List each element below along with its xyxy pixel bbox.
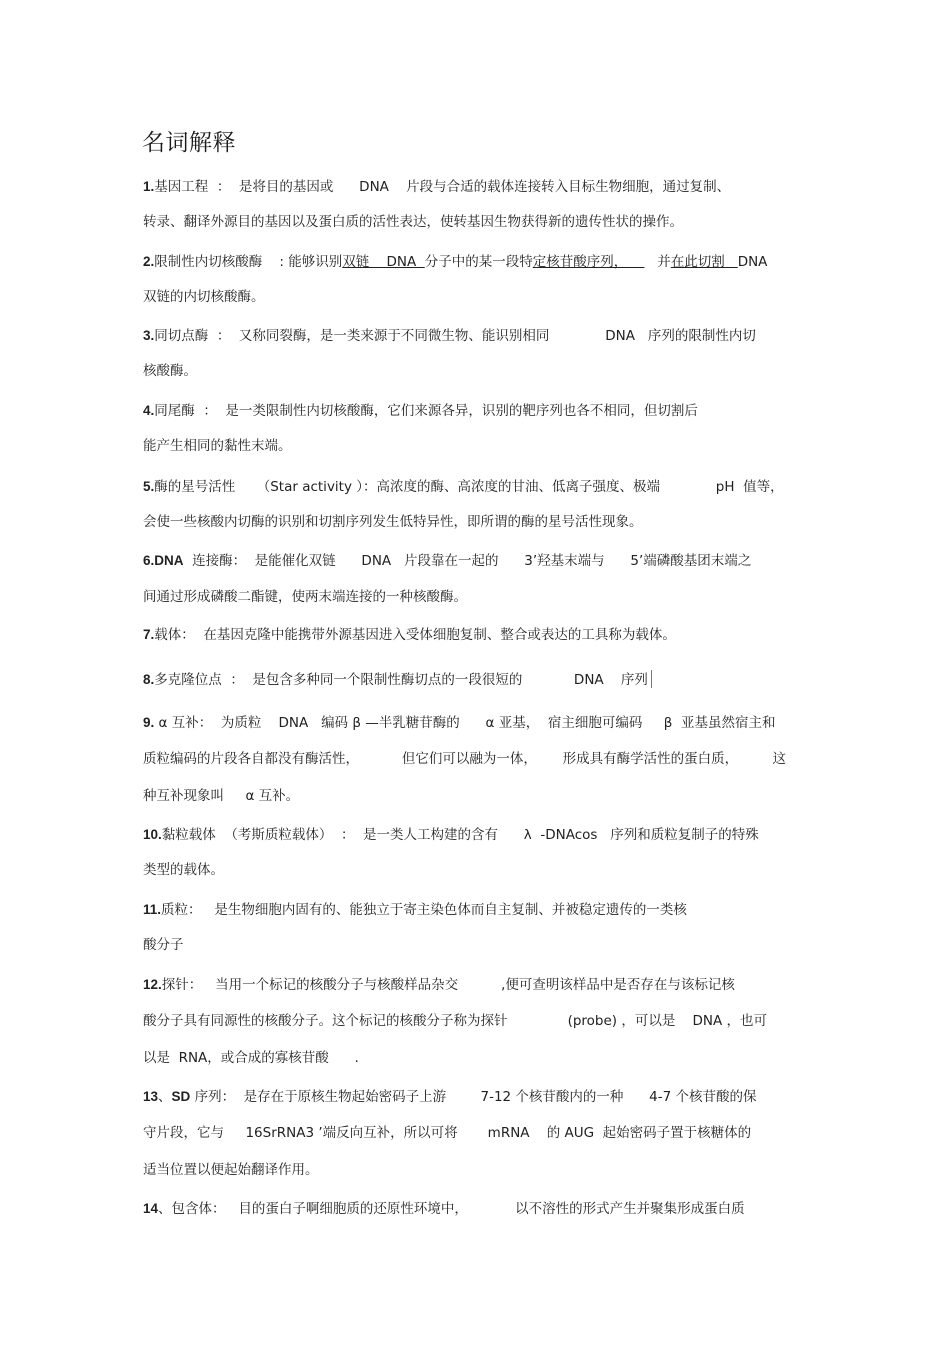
term-13-line-1	[143, 1087, 757, 1107]
term-3-line-2: 核酸酶。	[143, 363, 197, 379]
term-number: 4.	[143, 403, 155, 418]
term-10-line-2: 类型的载体。	[143, 862, 224, 878]
term-number: 3.	[143, 328, 155, 343]
term-text: 基因工程 ： 是将目的基因或 DNA 片段与合适的载体连接转入目标生物细胞，通过复制、	[154, 179, 731, 195]
term-text: 黏粒载体 （考斯质粒载体） ： 是一类人工构建的含有 λ -DNAcos 序列和质粒复制子的特殊	[161, 827, 759, 843]
underlined-text: 在此切割	[670, 254, 738, 270]
term-4-line-1	[143, 401, 698, 421]
term-13-line-3: 适当位置以便起始翻译作用。	[143, 1162, 319, 1178]
term-8-line-1	[143, 670, 652, 690]
term-number: 6.DNA	[143, 553, 184, 568]
term-number: 10.	[143, 827, 162, 842]
term-number: 13	[143, 1089, 159, 1104]
term-text: 酶的星号活性 （Star activity ）：高浓度的酶、高浓度的甘油、低离子强度、极端 pH 值等，	[154, 479, 784, 495]
term-separator: 、	[158, 1089, 172, 1105]
term-12-line-1	[143, 975, 735, 995]
term-2-line-1	[143, 252, 767, 272]
term-text: 同切点酶 ： 又称同裂酶，是一类来源于不同微生物、能识别相同 DNA 序列的限制性内切	[154, 328, 756, 344]
term-text: 同尾酶 ： 是一类限制性内切核酸酶，它们来源各异，识别的靶序列也各不相同，但切割后	[154, 403, 698, 419]
term-7-line-1	[143, 625, 676, 645]
term-text: 、包含体： 目的蛋白子啊细胞质的还原性环境中， 以不溶性的形式产生并聚集形成蛋白质	[158, 1201, 745, 1217]
text-cursor-mark	[651, 670, 652, 688]
term-1-line-2: 转录、翻译外源目的基因以及蛋白质的活性表达，使转基因生物获得新的遗传性状的操作。	[143, 214, 683, 230]
term-11-line-2: 酸分子	[143, 937, 184, 953]
term-number: 11.	[143, 902, 162, 917]
page-title: 名词解释	[142, 130, 236, 156]
term-text: 序列： 是存在于原核生物起始密码子上游 7-12 个核苷酸内的一种 4-7 个核苷酸的保	[190, 1089, 757, 1105]
term-text: 质粒： 是生物细胞内固有的、能独立于寄主染色体而自主复制、并被稳定遗传的一类核	[161, 902, 687, 918]
term-5-line-1	[143, 477, 784, 497]
term-12-line-2: 酸分子具有同源性的核酸分子。这个标记的核酸分子称为探针 (probe) ，可以是 DNA ，也可	[143, 1013, 768, 1029]
term-text: 限制性内切核酸酶 : 能够识别	[154, 254, 343, 270]
term-text: 并	[644, 254, 671, 270]
term-text: 载体： 在基因克隆中能携带外源基因进入受体细胞复制、整合或表达的工具称为载体。	[154, 627, 676, 643]
term-14-line-1	[143, 1199, 745, 1219]
term-abbreviation: SD	[171, 1089, 191, 1104]
term-3-line-1	[143, 326, 756, 346]
term-number: 5.	[143, 479, 155, 494]
term-6-line-2: 间通过形成磷酸二酯键，使两末端连接的一种核酸酶。	[143, 589, 467, 605]
term-6-line-1	[143, 551, 751, 571]
term-9-line-1	[143, 713, 775, 733]
term-10-line-1	[143, 825, 759, 845]
underlined-text: 定核苷酸序列，	[532, 254, 645, 270]
term-number: 8.	[143, 672, 155, 687]
term-number: 1.	[143, 179, 155, 194]
term-text: 探针： 当用一个标记的核酸分子与核酸样品杂交 ,便可查明该样品中是否存在与该标记核	[161, 977, 735, 993]
term-text: 连接酶： 是能催化双链 DNA 片段靠在一起的 3’羟基末端与 5’端磷酸基团末端之	[183, 553, 752, 569]
term-5-line-2: 会使一些核酸内切酶的识别和切割序列发生低特异性，即所谓的酶的星号活性现象。	[143, 514, 643, 530]
underlined-text: 双链 DNA	[342, 254, 425, 270]
term-9-line-2: 质粒编码的片段各自都没有酶活性， 但它们可以融为一体， 形成具有酶学活性的蛋白质， 这	[143, 751, 786, 767]
term-text: 多克隆位点 ： 是包含多种同一个限制性酶切点的一段很短的 DNA 序列	[154, 672, 648, 688]
term-number: 2.	[143, 254, 155, 269]
term-number: 14	[143, 1201, 159, 1216]
term-12-line-3: 以是 RNA，或合成的寡核苷酸 .	[143, 1050, 359, 1066]
term-4-line-2: 能产生相同的黏性末端。	[143, 438, 292, 454]
term-text: DNA	[737, 254, 768, 270]
term-number: 12.	[143, 977, 162, 992]
term-9-line-3: 种互补现象叫 α 互补。	[143, 788, 300, 804]
term-number: 7.	[143, 627, 155, 642]
term-1-line-1	[143, 177, 730, 197]
term-11-line-1	[143, 900, 687, 920]
term-text: α 互补： 为质粒 DNA 编码 β —半乳糖苷酶的 α 亚基， 宿主细胞可编码 β 亚基虽然宿主和	[154, 715, 776, 731]
term-number: 9.	[143, 715, 155, 730]
term-2-line-2: 双链的内切核酸酶。	[143, 289, 265, 305]
term-13-line-2: 守片段，它与 16SrRNA3 ’端反向互补，所以可将 mRNA 的 AUG 起始密码子置于核糖体的	[143, 1125, 752, 1141]
term-text: 分子中的某一段特	[424, 254, 533, 270]
